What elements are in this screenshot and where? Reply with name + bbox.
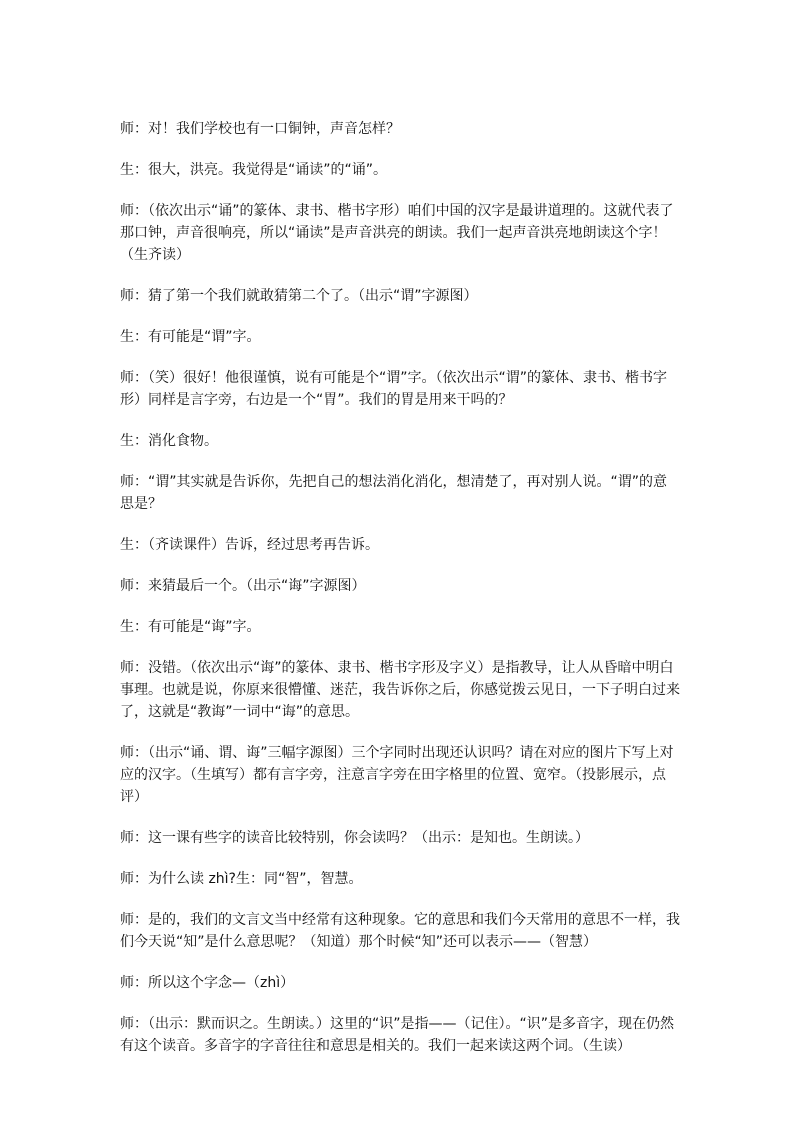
paragraph-6: 师：（笑）很好！他很谨慎，说有可能是个“谓”字。（依次出示“谓”的篆体、隶书、楷书字形）同样是言字旁，右边是一个“胃”。我们的胃是用来干吗的？ bbox=[120, 370, 668, 408]
paragraph-4: 师：猜了第一个我们就敢猜第二个了。（出示“谓”字源图） bbox=[120, 288, 478, 304]
paragraph-13: 师：（出示“诵、谓、诲”三幅字源图）三个字同时出现还认识吗？请在对应的图片下写上对应的汉字。（生填写）都有言字旁，注意言字旁在田字格里的位置、宽窄。（投影展示，点评） bbox=[120, 745, 674, 805]
paragraph-9: 生：（齐读课件）告诉，经过思考再告诉。 bbox=[120, 537, 379, 553]
paragraph-14: 师：这一课有些字的读音比较特别，你会读吗？（出示：是知也。生朗读。） bbox=[120, 830, 589, 846]
document-body bbox=[120, 118, 680, 1076]
paragraph-15: 师：为什么读 zhì?生：同“智”，智慧。 bbox=[120, 871, 363, 887]
paragraph-1: 师：对！我们学校也有一口铜钟，声音怎样？ bbox=[120, 121, 400, 137]
paragraph-8: 师：“谓”其实就是告诉你，先把自己的想法消化消化，想清楚了，再对别人说。“谓”的意思是？ bbox=[120, 474, 668, 512]
paragraph-5: 生：有可能是“谓”字。 bbox=[120, 329, 261, 345]
paragraph-10: 师：来猜最后一个。（出示“诲”字源图） bbox=[120, 578, 366, 594]
paragraph-2: 生：很大，洪亮。我觉得是“诵读”的“诵”。 bbox=[120, 162, 388, 178]
paragraph-17: 师：所以这个字念—（zhì） bbox=[120, 975, 295, 991]
paragraph-11: 生：有可能是“诲”字。 bbox=[120, 619, 261, 635]
paragraph-7: 生：消化食物。 bbox=[120, 433, 218, 449]
paragraph-18: 师：（出示：默而识之。生朗读。）这里的“识”是指——（记住）。“识”是多音字，现在仍然有这个读音。多音字的字音往往和意思是相关的。我们一起来读这两个词。（生读） bbox=[120, 1016, 675, 1054]
paragraph-12: 师：没错。（依次出示“诲”的篆体、隶书、楷书字形及字义）是指教导，让人从昏暗中明白事理。也就是说，你原来很懵懂、迷茫，我告诉你之后，你感觉拨云见日，一下子明白过来了，这就是“教诲”一词中“诲”的意思。 bbox=[120, 660, 680, 720]
paragraph-3: 师：（依次出示“诵”的篆体、隶书、楷书字形）咱们中国的汉字是最讲道理的。这就代表了那口钟，声音很响亮，所以“诵读”是声音洪亮的朗读。我们一起声音洪亮地朗读这个字！（生齐读） bbox=[120, 203, 674, 263]
paragraph-16: 师：是的，我们的文言文当中经常有这种现象。它的意思和我们今天常用的意思不一样，我们今天说“知”是什么意思呢？（知道）那个时候“知”还可以表示——（智慧） bbox=[120, 912, 680, 950]
